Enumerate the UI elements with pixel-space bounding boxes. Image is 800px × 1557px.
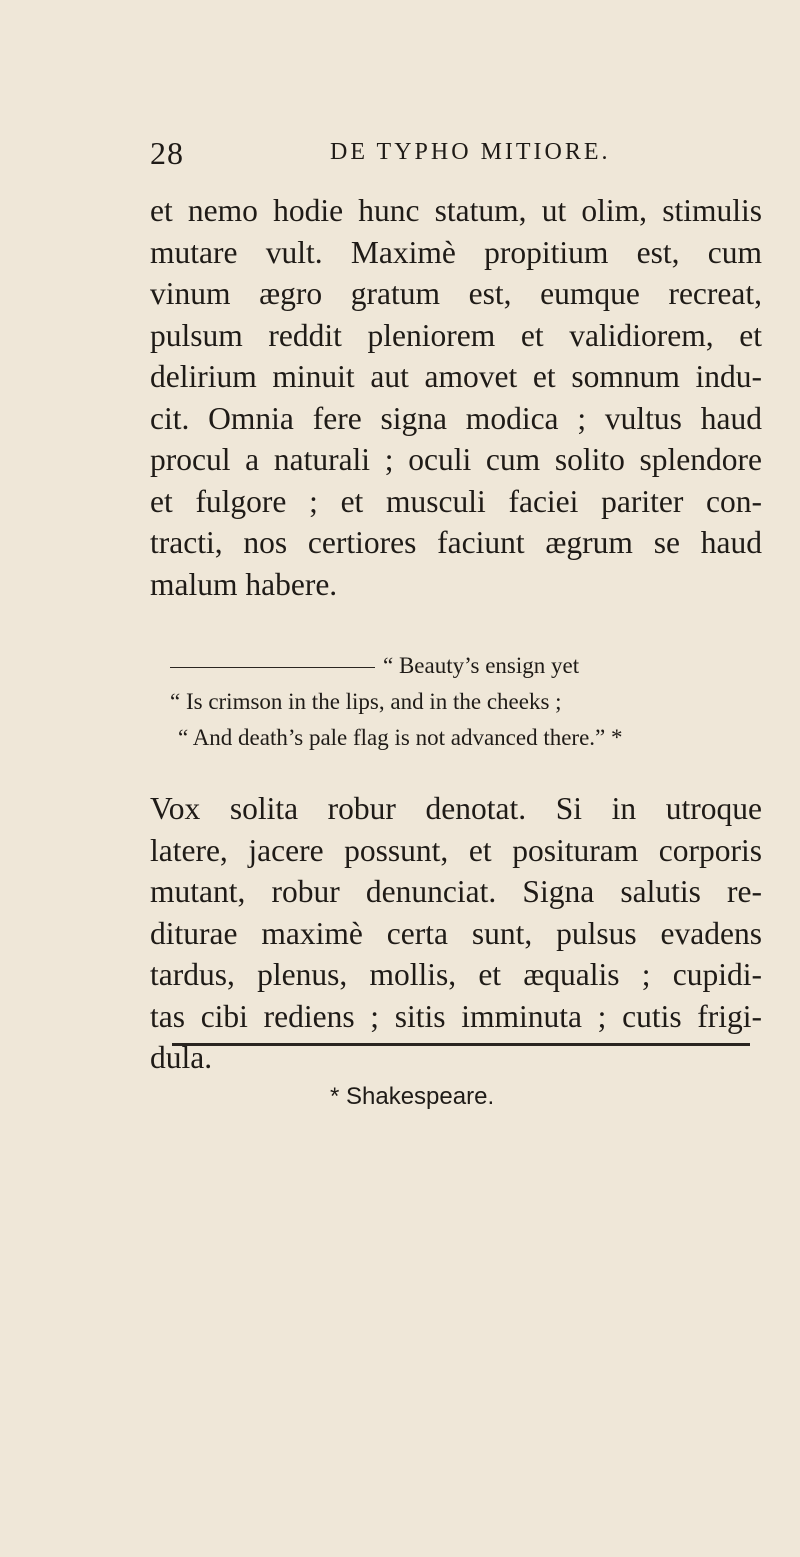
- quote-line: “ And death’s pale flag is not advanced there.” *: [178, 725, 623, 750]
- verse-quotation: [170, 648, 770, 756]
- quote-line: “ Is crimson in the lips, and in the cheeks ;: [170, 689, 562, 714]
- text-line: et fulgore ; et musculi faciei pariter con-: [150, 483, 762, 519]
- paragraph-2: [150, 788, 762, 1079]
- text-line: mutare vult. Maximè propitium est, cum: [150, 234, 762, 270]
- quote-dash: [170, 667, 375, 668]
- text-line: dula.: [150, 1040, 213, 1075]
- text-line: et nemo hodie hunc statum, ut olim, stimulis: [150, 193, 762, 228]
- footnote: * Shakespeare.: [330, 1083, 495, 1110]
- text-line: cit. Omnia fere signa modica ; vultus haud: [150, 400, 762, 436]
- running-head: DE TYPHO MITIORE.: [330, 139, 611, 165]
- text-line: latere, jacere possunt, et posituram corporis: [150, 832, 762, 868]
- paragraph-1: [150, 190, 762, 605]
- text-line: tardus, plenus, mollis, et æqualis ; cupidi-: [150, 957, 762, 992]
- quote-line-text: “ Beauty’s ensign yet: [383, 653, 580, 678]
- text-line: mutant, robur denunciat. Signa salutis re-: [150, 874, 762, 909]
- text-line: delirium minuit aut amovet et somnum indu-: [150, 359, 762, 394]
- text-line: diturae maximè certa sunt, pulsus evadens: [150, 915, 762, 951]
- page-number: 28: [150, 135, 184, 171]
- page-header: [150, 135, 760, 175]
- text-line: procul a naturali ; oculi cum solito splendore: [150, 442, 762, 477]
- text-line: malum habere.: [150, 566, 338, 602]
- text-line: tas cibi rediens ; sitis imminuta ; cutis frigi-: [150, 998, 762, 1034]
- quote-line: [170, 648, 770, 684]
- text-line: pulsum reddit pleniorem et validiorem, et: [150, 317, 762, 353]
- text-line: vinum ægro gratum est, eumque recreat,: [150, 276, 762, 311]
- text-line: Vox solita robur denotat. Si in utroque: [150, 791, 762, 826]
- text-line: tracti, nos certiores faciunt ægrum se haud: [150, 525, 762, 560]
- footnote-divider: [172, 1043, 750, 1046]
